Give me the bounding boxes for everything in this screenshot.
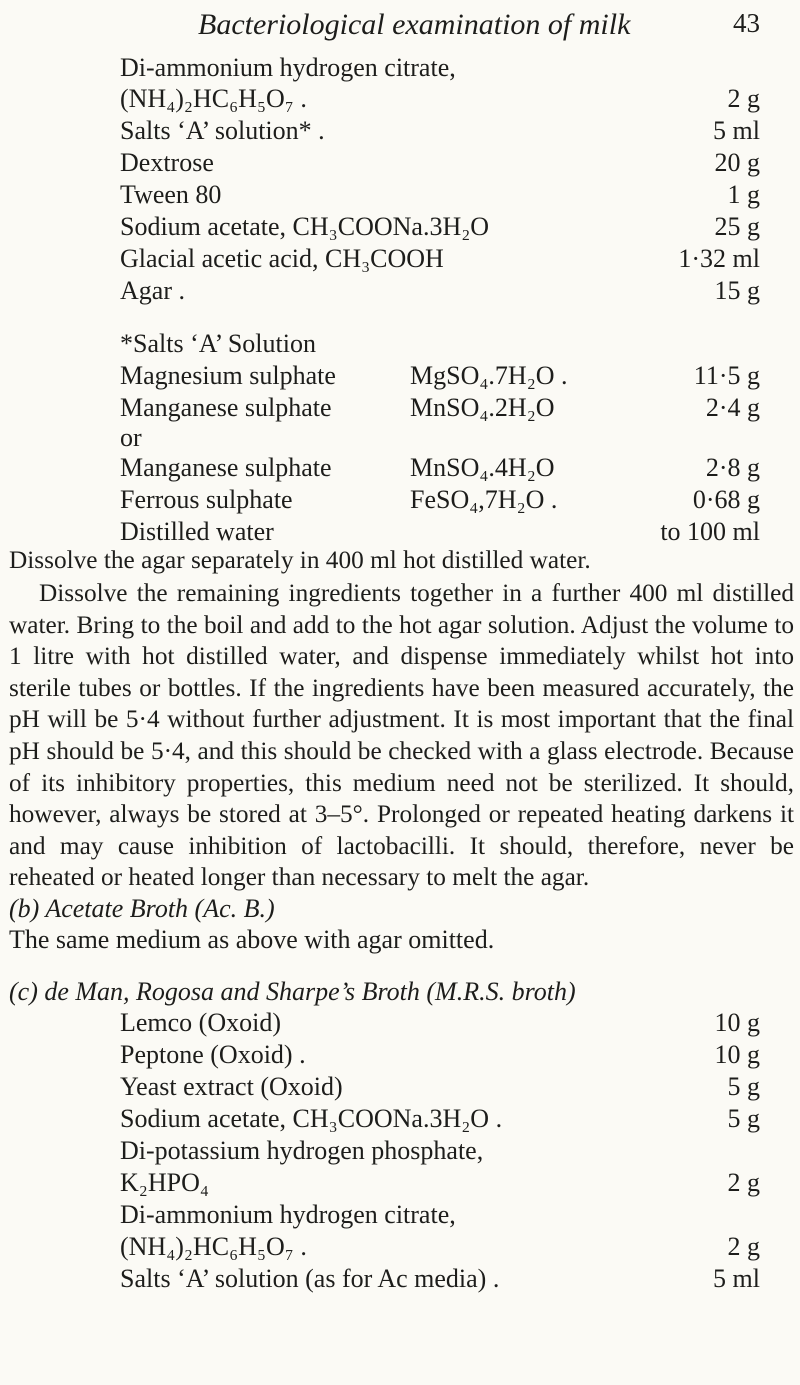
page-number: 43 [733,8,760,38]
recipe-row [120,1007,760,1039]
ingredient-name: Tween 80 [120,180,222,209]
recipe-row [120,1167,760,1199]
recipe-row [120,422,760,454]
recipe-row [120,115,760,147]
ingredient-amount: 20 g [714,148,760,177]
recipe-row [120,83,760,115]
salts-a-heading: *Salts ‘A’ Solution [120,329,316,358]
recipe-row [120,452,760,484]
ingredient-amount: 10 g [714,1008,760,1037]
ingredient-name: Di-ammonium hydrogen citrate, [120,53,456,82]
recipe-row [120,1071,760,1103]
ingredient-name: Lemco (Oxoid) [120,1008,282,1037]
recipe-row [120,1135,760,1167]
recipe-row [120,52,760,84]
ingredient-name: Distilled water [120,517,274,546]
recipe-row [120,1199,760,1231]
section-b-title: (b) Acetate Broth (Ac. B.) [9,894,275,923]
ingredient-formula: MnSO₄.4H₂O [410,453,555,482]
recipe-row [120,147,760,179]
ingredient-name: or [120,423,142,452]
ingredient-amount: 10 g [714,1040,760,1069]
ingredient-name: Manganese sulphate [120,393,332,422]
recipe-row [120,484,760,516]
recipe-row [120,1039,760,1071]
ingredient-name: Magnesium sulphate [120,361,336,390]
ingredient-formula: MnSO₄.2H₂O [410,393,555,422]
ingredient-name: (NH₄)₂HC₆H₅O₇ . [120,84,307,113]
ingredient-name: Peptone (Oxoid) . [120,1040,306,1069]
dissolve-agar-line: Dissolve the agar separately in 400 ml hot distilled water. [9,546,591,574]
recipe-row [120,516,760,548]
ingredient-amount: 5 ml [713,1264,760,1293]
ingredient-name: Yeast extract (Oxoid) [120,1072,343,1101]
section-c-title: (c) de Man, Rogosa and Sharpe’s Broth (M.R.S. broth) [9,977,576,1006]
recipe-row [120,243,760,275]
instructions-paragraph: Dissolve the remaining ingredients together in a further 400 ml distilled water. Bring to the boil and add to the hot agar solution. Adjust the volume to 1 litre with hot distilled water, and dispense immediately whilst hot into sterile tubes or bottles. If the ingredients have been measured accurately, the pH will be 5·4 without further adjustment. It is most important that the final pH should be 5·4, and this should be checked with a glass electrode. Because of its inhibitory properties, this medium need not be sterilized. It should, however, always be stored at 3–5°. Prolonged or repeated heating darkens it and may cause inhibition of lactobacilli. It should, therefore, never be reheated or heated longer than necessary to melt the agar. [9,579,794,892]
ingredient-name: Di-ammonium hydrogen citrate, [120,1200,456,1229]
ingredient-name: Sodium acetate, CH₃COONa.3H₂O [120,212,490,241]
ingredient-amount: 2 g [727,84,760,113]
ingredient-amount: 0·68 g [692,485,760,514]
recipe-row [120,392,760,424]
ingredient-amount: 25 g [714,212,760,241]
ingredient-amount: 15 g [714,276,760,305]
recipe-row [120,179,760,211]
recipe-row [120,1263,760,1295]
section-b-text: The same medium as above with agar omitted. [9,925,495,954]
ingredient-name: Salts ‘A’ solution* . [120,116,325,145]
ingredient-amount: 1·32 ml [678,244,760,273]
recipe-row [120,360,760,392]
recipe-row [120,211,760,243]
ingredient-amount: 1 g [727,180,760,209]
ingredient-name: Salts ‘A’ solution (as for Ac media) . [120,1264,500,1293]
recipe-row [120,1103,760,1135]
ingredient-name: Sodium acetate, CH₃COONa.3H₂O . [120,1104,503,1133]
recipe-row [120,275,760,307]
ingredient-amount: 2 g [727,1232,760,1261]
recipe-row [120,1231,760,1263]
running-title: Bacteriological examination of milk [198,8,631,41]
ingredient-amount: 11·5 g [693,361,760,390]
ingredient-formula: FeSO₄,7H₂O . [410,485,558,514]
page-header [176,8,760,40]
ingredient-formula: MgSO₄.7H₂O . [410,361,568,390]
ingredient-amount: 2·4 g [705,393,760,422]
ingredient-name: Agar . [120,276,185,305]
ingredient-name: K₂HPO₄ [120,1168,209,1197]
ingredient-amount: to 100 ml [660,517,760,546]
ingredient-amount: 5 g [727,1104,760,1133]
ingredient-name: Glacial acetic acid, CH₃COOH [120,244,444,273]
ingredient-name: Ferrous sulphate [120,485,293,514]
ingredient-name: Manganese sulphate [120,453,332,482]
ingredient-amount: 5 g [727,1072,760,1101]
ingredient-amount: 2 g [727,1168,760,1197]
ingredient-name: Dextrose [120,148,214,177]
ingredient-amount: 2·8 g [705,453,760,482]
ingredient-amount: 5 ml [713,116,760,145]
ingredient-name: (NH₄)₂HC₆H₅O₇ . [120,1232,307,1261]
ingredient-name: Di-potassium hydrogen phosphate, [120,1136,484,1165]
